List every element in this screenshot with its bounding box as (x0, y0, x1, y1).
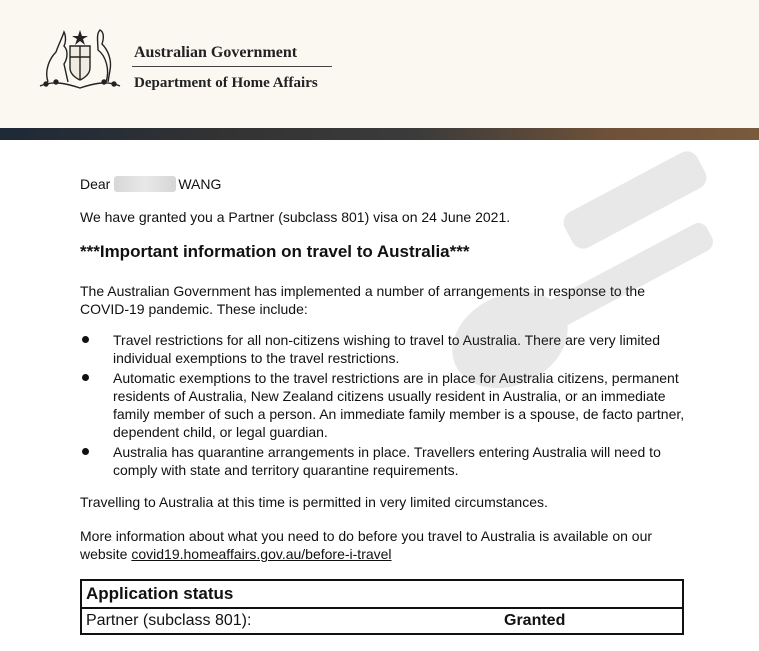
list-item (80, 443, 690, 479)
salutation-name: WANG (178, 176, 222, 192)
travel-note: Travelling to Australia at this time is permitted in very limited circumstances. (80, 494, 548, 510)
more-info-paragraph (80, 527, 685, 563)
intro-paragraph: The Australian Government has implemented a number of arrangements in response to the COVID-19 pandemic. These include: (80, 283, 645, 317)
important-heading: ***Important information on travel to Australia*** (80, 242, 470, 261)
bullet-icon (82, 336, 89, 343)
salutation-prefix: Dear (80, 176, 111, 192)
coat-of-arms-icon (34, 24, 126, 96)
bullet-text: Australia has quarantine arrangements in place. Travellers entering Australia will need to comply with state and territory quarantine requirements. (113, 444, 661, 478)
government-name: Australian Government (134, 44, 298, 61)
more-info-text: More information about what you need to do before you travel to Australia is available on our website (80, 528, 653, 562)
restrictions-list (80, 331, 690, 479)
list-item (80, 331, 690, 367)
status-divider (82, 607, 682, 609)
department-name: Department of Home Affairs (134, 75, 318, 91)
bullet-text: Travel restrictions for all non-citizens wishing to travel to Australia. There are very limited individual exemptions to the travel restrictions. (113, 332, 660, 366)
status-title: Application status (86, 584, 234, 603)
bullet-icon (82, 448, 89, 455)
header-band (0, 128, 759, 140)
application-status-table (80, 579, 684, 635)
letterhead (0, 0, 759, 128)
status-value: Granted (504, 612, 566, 629)
redacted-name (114, 176, 176, 192)
header-divider (132, 66, 332, 67)
salutation (80, 175, 221, 193)
grant-line: We have granted you a Partner (subclass 801) visa on 24 June 2021. (80, 209, 511, 225)
list-item (80, 369, 690, 441)
bullet-icon (82, 374, 89, 381)
status-label: Partner (subclass 801): (86, 612, 252, 629)
travel-info-link[interactable]: covid19.homeaffairs.gov.au/before-i-travel (131, 546, 392, 562)
bullet-text: Automatic exemptions to the travel restrictions are in place for Australia citizens, permanent residents of Australia, New Zealand citizens usually resident in Australia, or an immediate family member of such a person. An immediate family member is a spouse, de facto partner, dependent child, or legal guardian. (113, 370, 685, 440)
